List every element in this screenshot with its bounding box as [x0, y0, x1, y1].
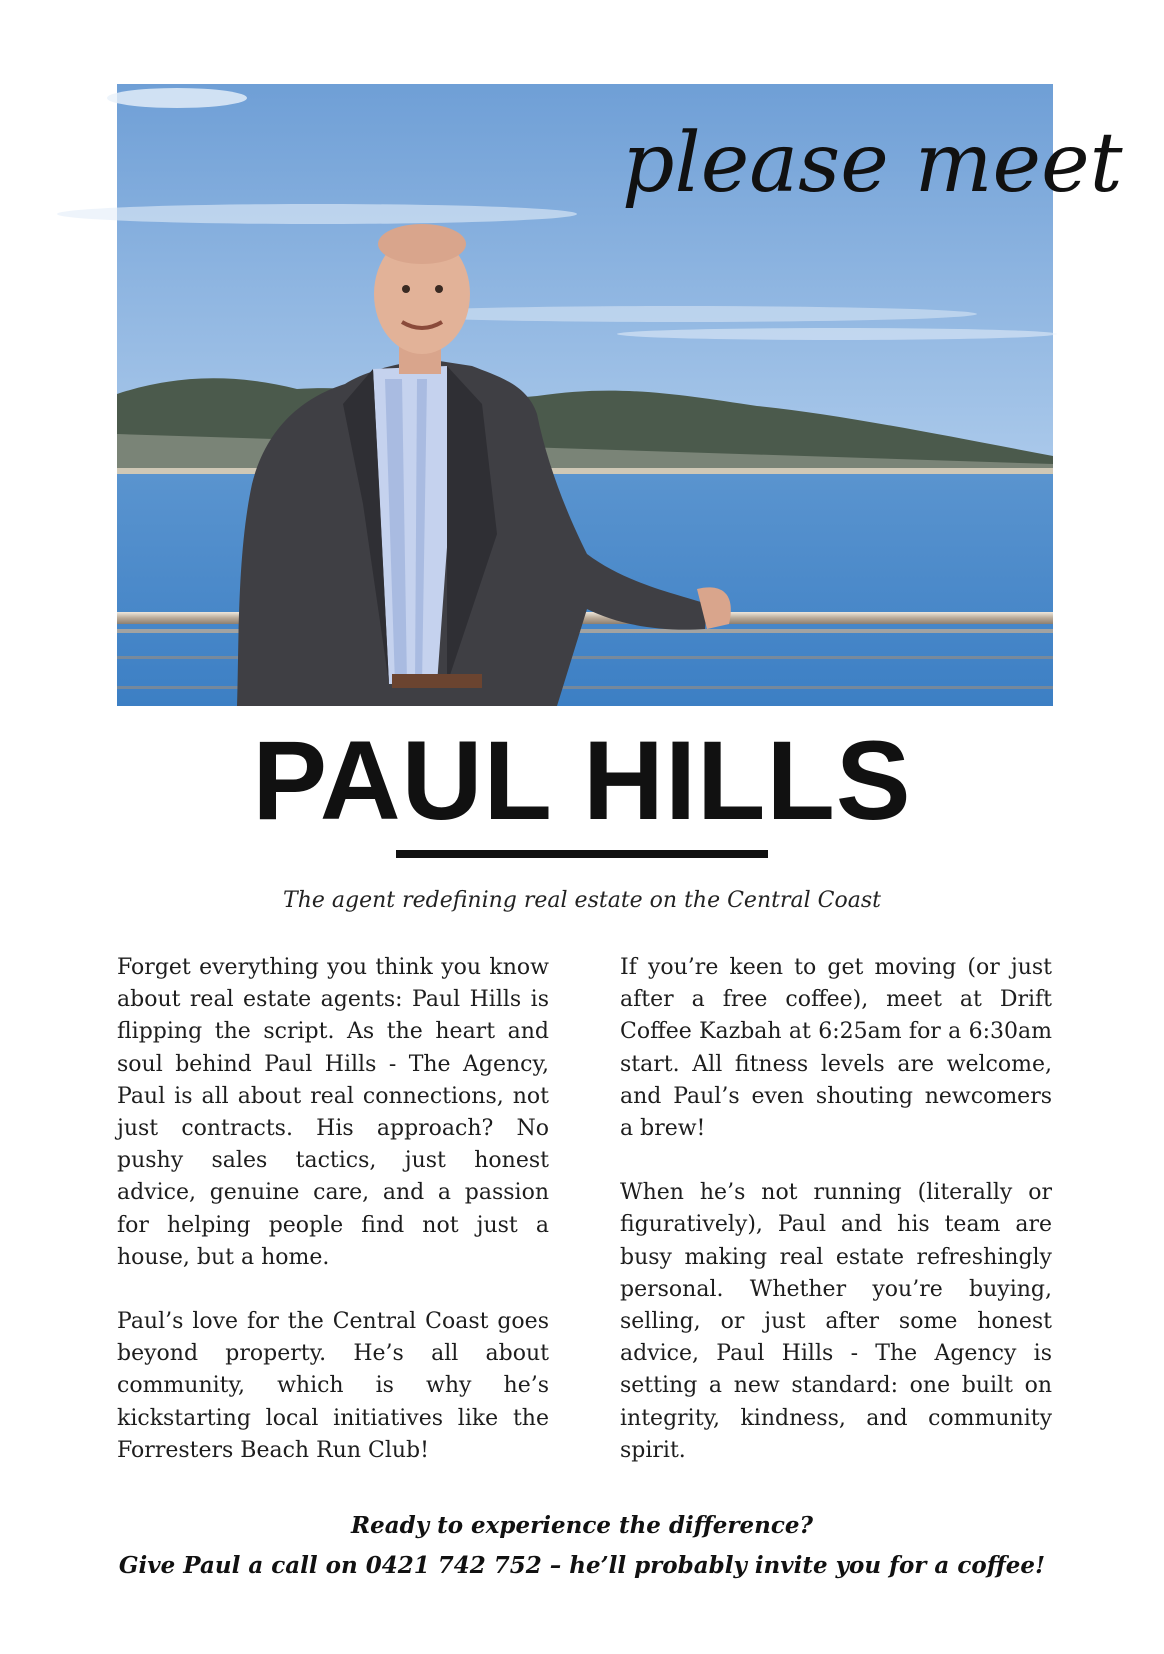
paragraph: When he’s not running (literally or figuratively), Paul and his team are busy making real estate refreshingly personal. Whether you’re buying, selling, or just after some honest advice, Paul Hills - The Agency is setting a new standard: one built on integrity, kindness, and community spirit.: [620, 1180, 1052, 1463]
cta-line-1: Ready to experience the difference?: [350, 1512, 814, 1539]
tagline: The agent redefining real estate on the Central Coast: [283, 888, 881, 913]
svg-text:please meet: please meet: [622, 116, 1123, 211]
agent-name: PAUL HILLS: [252, 718, 912, 843]
body-column-left: [117, 952, 549, 1499]
please-meet-script: [612, 76, 1123, 226]
paragraph: Paul’s love for the Central Coast goes beyond property. He’s all about community, which is why he’s kickstarting local initiatives like the Forresters Beach Run Club!: [117, 1309, 549, 1463]
cta-line-2: Give Paul a call on 0421 742 752 – he’ll probably invite you for a coffee!: [118, 1552, 1046, 1579]
divider-rule: [396, 850, 768, 858]
body-column-right: [620, 952, 1052, 1499]
call-to-action: [0, 1506, 1164, 1586]
hero-photo: [117, 84, 1123, 706]
paragraph: Forget everything you think you know about real estate agents: Paul Hills is flipping the script. As the heart and soul behind Paul Hills - The Agency, Paul is all about real connections, not just contracts. His approach? No pushy sales tactics, just honest advice, genuine care, and a passion for helping people find not just a house, but a home.: [117, 955, 549, 1270]
paragraph: If you’re keen to get moving (or just after a free coffee), meet at Drift Coffee Kazbah at 6:25am for a 6:30am start. All fitness levels are welcome, and Paul’s even shouting newcomers a brew!: [620, 955, 1052, 1142]
